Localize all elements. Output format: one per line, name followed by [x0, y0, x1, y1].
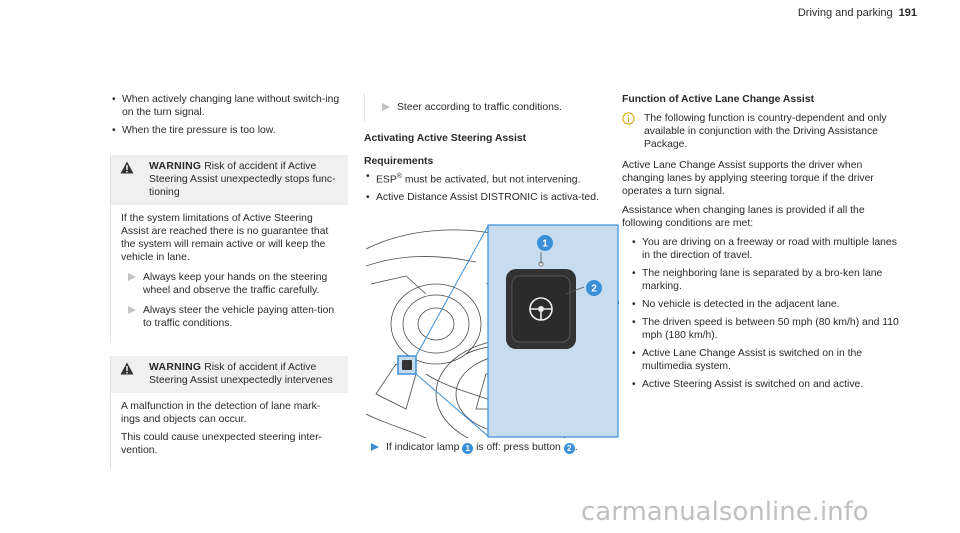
- action-step: [121, 271, 338, 297]
- list-item: • Active Steering Assist is switched on and active.: [630, 378, 904, 391]
- svg-text:2: 2: [591, 283, 597, 295]
- list-item: • The driven speed is between 50 mph (80 km/h) and 110 mph (180 km/h).: [630, 316, 904, 342]
- section-heading: Activating Active Steering Assist: [364, 133, 527, 144]
- requirements-list: [364, 170, 620, 204]
- callout-ref-1: 1: [462, 443, 473, 454]
- info-note: [622, 112, 904, 151]
- section-title: Driving and parking: [797, 7, 893, 19]
- section-heading: Function of Active Lane Change Assist: [622, 94, 815, 105]
- list-item: • No vehicle is detected in the adjacent lane.: [630, 298, 904, 311]
- warning-header: [110, 356, 348, 393]
- info-icon: [622, 112, 635, 125]
- warning-text: A malfunction in the detection of lane mark-ings and objects can occur.: [121, 401, 321, 425]
- warning-body: [110, 205, 348, 342]
- step-box: [364, 93, 620, 122]
- action-step: [121, 304, 338, 330]
- watermark: carmanualsonline.info: [581, 497, 869, 527]
- callout-ref-2: 2: [564, 443, 575, 454]
- req-text: ESP: [376, 174, 397, 186]
- warning-label: WARNING: [149, 362, 202, 373]
- cockpit-illustration: [366, 224, 619, 438]
- list-item: • When actively changing lane without switch-ing on the turn signal.: [110, 93, 348, 119]
- arrow-icon: [371, 443, 379, 451]
- action-step: [364, 441, 620, 454]
- list-item: • Active Distance Assist DISTRONIC is activa-ted.: [364, 191, 620, 204]
- registered-mark: ®: [396, 173, 402, 180]
- svg-text:1: 1: [542, 238, 548, 250]
- list-item: • Active Lane Change Assist is switched on in the multimedia system.: [630, 347, 904, 373]
- step-text: Steer according to traffic conditions.: [397, 102, 562, 113]
- paragraph: Active Lane Change Assist supports the driver when changing lanes by applying steering torque if the driver operates a turn signal.: [622, 160, 874, 197]
- figure-step: [364, 441, 620, 454]
- column-middle: [364, 93, 620, 209]
- warning-text: This could cause unexpected steering inter-vention.: [121, 432, 322, 456]
- conditions-list: [622, 236, 904, 391]
- note-text: The following function is country-dependent and only available in conjunction with the Driving Assistance Package.: [644, 113, 887, 150]
- warning-label: WARNING: [149, 161, 202, 172]
- step-text: .: [574, 442, 578, 453]
- requirements-heading: Requirements: [364, 156, 434, 167]
- step-text: If indicator lamp: [386, 442, 463, 453]
- column-left: [110, 93, 348, 468]
- list-item: • When the tire pressure is too low.: [110, 124, 348, 137]
- callout-2: [586, 280, 602, 296]
- warning-text: If the system limitations of Active Steering Assist are reached there is no guarantee that the system will remain active or will keep the vehicle in lane.: [121, 213, 329, 263]
- list-item: [364, 170, 620, 186]
- arrow-icon: [128, 273, 136, 281]
- column-right: [622, 93, 904, 396]
- warning-triangle-icon: [120, 362, 134, 375]
- warning-title: Risk of accident if Active Steering Assist unexpectedly stops func-tioning: [149, 161, 336, 198]
- callout-1: [537, 235, 553, 251]
- action-step: [375, 101, 620, 114]
- warning-triangle-icon: [120, 161, 134, 174]
- list-item: • The neighboring lane is separated by a bro-ken lane marking.: [630, 267, 904, 293]
- arrow-icon: [382, 103, 390, 111]
- warning-body: [110, 393, 348, 468]
- page-number: 191: [898, 7, 917, 19]
- page-header: [798, 7, 917, 20]
- warning-title: Risk of accident if Active Steering Assist unexpectedly intervenes: [149, 362, 333, 386]
- step-text: is off: press button: [473, 442, 564, 453]
- req-text: must be activated, but not intervening.: [401, 174, 581, 186]
- paragraph: Assistance when changing lanes is provided if all the following conditions are met:: [622, 205, 865, 229]
- bullet-list: [110, 93, 348, 137]
- list-item: • You are driving on a freeway or road with multiple lanes in the direction of travel.: [630, 236, 904, 262]
- arrow-icon: [128, 306, 136, 314]
- step-text: Always keep your hands on the steering wheel and observe the traffic carefully.: [143, 272, 328, 296]
- warning-header: [110, 155, 348, 205]
- step-text: Always steer the vehicle paying atten-tion to traffic conditions.: [143, 305, 335, 329]
